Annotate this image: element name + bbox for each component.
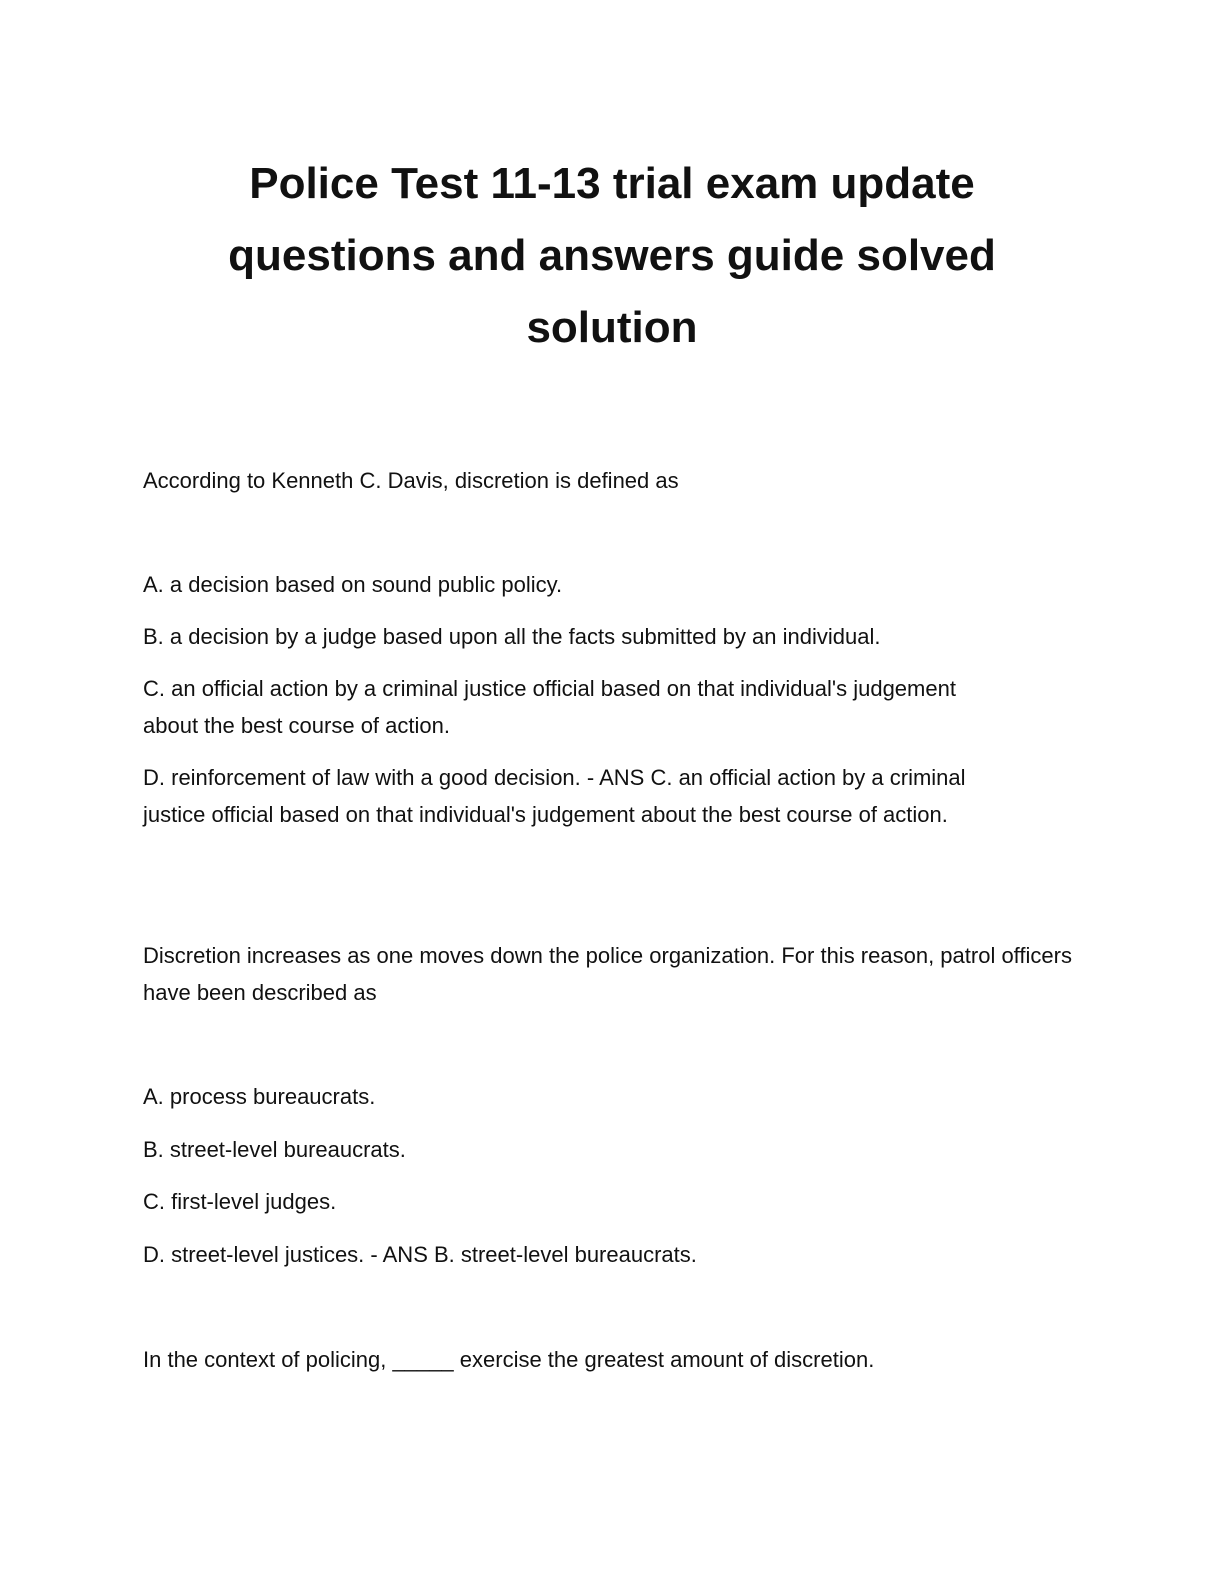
question-2-option-d: D. street-level justices. - ANS B. street-level bureaucrats. — [143, 1242, 697, 1267]
question-2-option-c: C. first-level judges. — [143, 1189, 337, 1214]
question-3-text: In the context of policing, _____ exercise the greatest amount of discretion. — [143, 1347, 875, 1372]
question-2-text: Discretion increases as one moves down the police organization. For this reason, patrol officers have been described as — [143, 943, 1072, 1005]
question-2-option-b: B. street-level bureaucrats. — [143, 1137, 406, 1162]
question-1-option-d: D. reinforcement of law with a good decision. - ANS C. an official action by a criminal justice official based on that individual's judgement about the best course of action. — [143, 765, 966, 827]
question-1-text: According to Kenneth C. Davis, discretion is defined as — [143, 468, 679, 493]
question-2-option-a: A. process bureaucrats. — [143, 1084, 376, 1109]
question-1-option-a: A. a decision based on sound public policy. — [143, 572, 563, 597]
document-title: Police Test 11-13 trial exam update questions and answers guide solved solution — [228, 159, 996, 352]
question-1-option-c: C. an official action by a criminal justice official based on that individual's judgement about the best course of action. — [143, 676, 956, 738]
question-1-option-b: B. a decision by a judge based upon all the facts submitted by an individual. — [143, 624, 881, 649]
